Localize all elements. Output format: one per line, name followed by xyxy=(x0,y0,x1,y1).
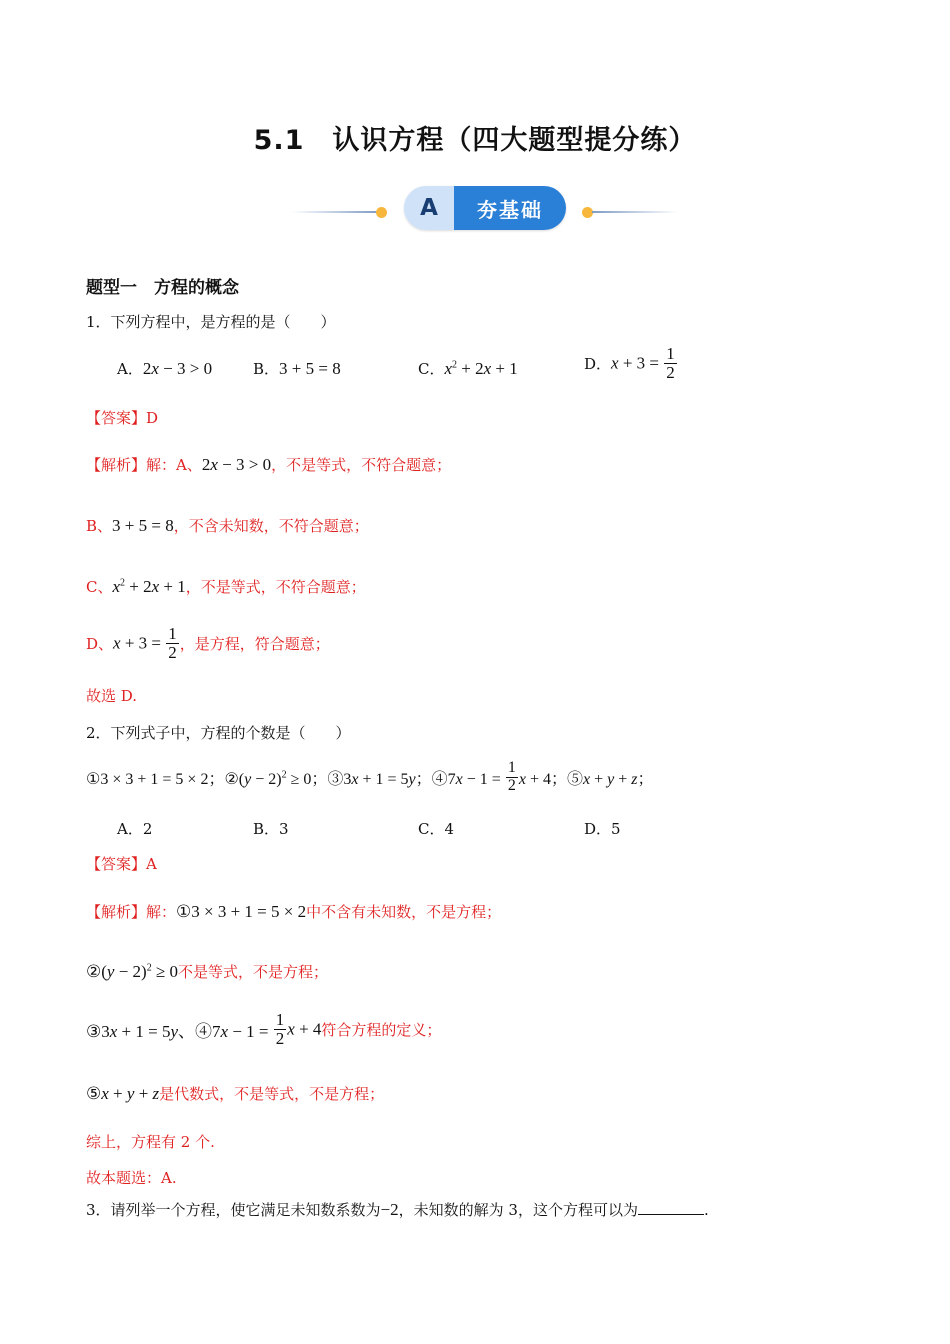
question-3-stem: 3．请列举一个方程，使它满足未知数系数为−2，未知数的解为 3，这个方程可以为 . xyxy=(86,1200,709,1219)
q2-answer: 【答案】A xyxy=(86,855,157,873)
badge-right-line xyxy=(592,211,678,213)
q2-analysis-1: 【解析】解：①3 × 3 + 1 = 5 × 2中不含有未知数，不是方程； xyxy=(86,902,502,921)
q1-analysis-b: B、3 + 5 = 8，不含未知数，不符合题意； xyxy=(86,516,369,535)
q1-option-a: A．2x − 3 > 0 xyxy=(117,359,213,378)
q2-analysis-2: ②(y − 2)$^2$ ≥ 0不是等式，不是方程； xyxy=(86,962,329,981)
title-number: 5.1 xyxy=(253,125,305,156)
q2-option-b: B．3 xyxy=(253,820,289,838)
q2-option-d: D．5 xyxy=(584,820,621,838)
q1-answer: 【答案】D xyxy=(86,409,159,427)
q2-analysis-3: ③3x + 1 = 5y、④7x − 1 = $\frac{1}{2}$ x + 4符合方程的定义； xyxy=(86,1010,442,1048)
question-1-stem: 1．下列方程中，是方程的是（ ） xyxy=(86,313,336,331)
badge-left-dot xyxy=(376,207,387,218)
q2-items: ①3 × 3 + 1 = 5 × 2；②(y − 2)$^2$ ≥ 0；③3x + 1 = 5y；④7x − 1 = $\frac{1}{2}$ x + 4；⑤x + y + z； xyxy=(86,759,654,794)
q2-option-c: C．4 xyxy=(418,820,455,838)
badge-left-line xyxy=(292,211,378,213)
q1-analysis-c: C、$x^2 + 2x + 1$，不是等式，不符合题意； xyxy=(86,577,366,596)
q1-conclusion: 故选 D. xyxy=(86,687,138,705)
answer-blank[interactable] xyxy=(638,1200,704,1215)
q2-summary: 综上，方程有 2 个. xyxy=(86,1133,215,1151)
q2-option-a: A．2 xyxy=(117,820,153,838)
q1-analysis-d: D、x + 3 = $\frac{1}{2}$ ，是方程，符合题意； xyxy=(86,624,330,662)
q2-analysis-4: ⑤x + y + z是代数式，不是等式，不是方程； xyxy=(86,1084,385,1103)
title-text: 认识方程（四大题型提分练） xyxy=(332,125,697,156)
q1-analysis-a: 【解析】解：A、2x − 3 > 0，不是等式，不符合题意； xyxy=(86,455,452,474)
question-2-stem: 2．下列式子中，方程的个数是（ ） xyxy=(86,724,351,742)
level-badge xyxy=(404,186,566,230)
page-title xyxy=(0,118,950,157)
badge-letter: A xyxy=(404,186,454,230)
q1-option-c: C．$x^2 + 2x + 1$ xyxy=(418,359,518,378)
q2-conclusion: 故本题选：A. xyxy=(86,1169,177,1187)
section-heading: 题型一 方程的概念 xyxy=(86,278,239,298)
q1-option-d: D．x + 3 = $\frac{1}{2}$ xyxy=(584,344,675,382)
q1-option-b: B．3 + 5 = 8 xyxy=(253,359,341,378)
badge-label: 夯基础 xyxy=(454,186,566,230)
